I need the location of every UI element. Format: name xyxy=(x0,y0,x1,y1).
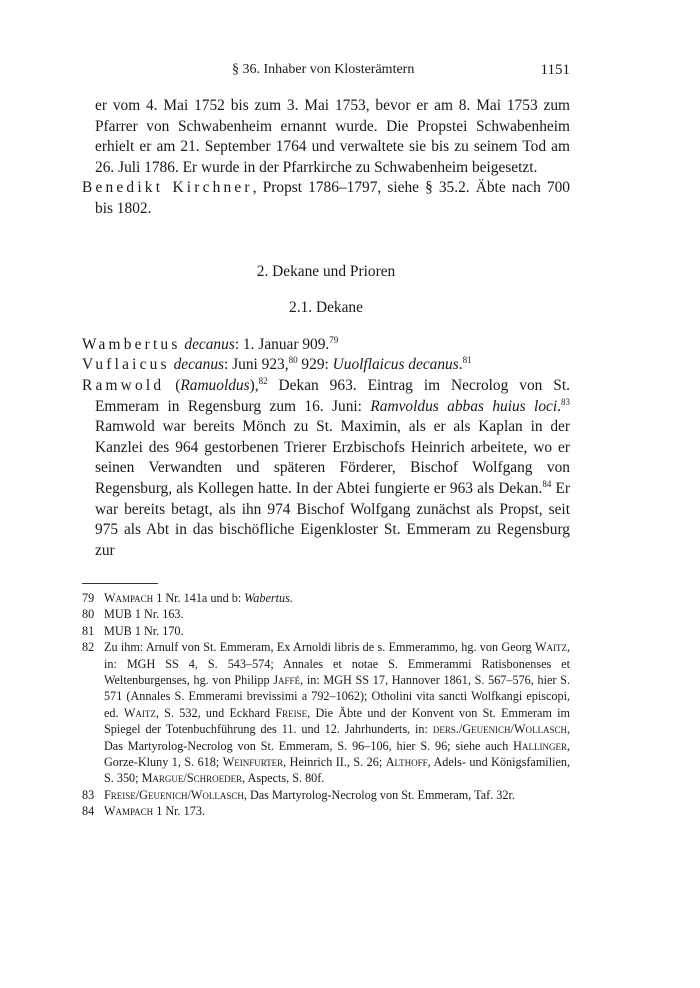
footnote-ref[interactable]: 82 xyxy=(258,375,268,386)
entry-kirchner xyxy=(82,178,570,219)
entry-text: ), xyxy=(249,376,259,394)
section-heading: 2. Dekane und Prioren xyxy=(256,262,396,280)
entry-text: Dekan 963. Eintrag im Necrolog von St. Emmeram in Regensburg zum 16. Juni: xyxy=(95,376,570,415)
entry-text: 929: xyxy=(297,356,333,374)
footnote-ref[interactable]: 84 xyxy=(542,478,552,489)
necrolog-quote: Ramvoldus abbas huius loci xyxy=(370,397,558,415)
footnote-text: , in: MGH SS 17, Hannover 1861, S. 567–576, hier S. 571 (Annales S. Emmerami brevissimi a 792–1062); Otholini vita sancti Wolfkangi episcopi, ed. xyxy=(104,673,570,720)
entry-text: ( xyxy=(164,376,181,394)
author-name: Hallinger xyxy=(513,738,567,753)
entry-wambertus xyxy=(82,335,570,356)
author-name: Wampach xyxy=(104,804,154,819)
footnote-ref[interactable]: 83 xyxy=(561,396,570,407)
entry-text: . xyxy=(557,397,561,415)
footnote-text: MUB 1 Nr. 170. xyxy=(104,623,184,638)
footnote-ref[interactable]: 81 xyxy=(462,355,472,366)
page-number: 1151 xyxy=(540,62,570,78)
footnote-84 xyxy=(82,803,570,819)
footnote-82 xyxy=(82,639,570,787)
entry-text: Ramwold war bereits Mönch zu St. Maximin, als er als Kaplan in der Kanzlei des 964 gestorbenen Trierer Erzbischofs Heinrich arbeitete, wo er seinen Verwandten und späteren Förderer, Bischof Wolfgang von Regensburg, als Kollegen hatte. In der Abtei fungierte er 963 als Dekan. xyxy=(95,418,570,497)
entry-text: Er war bereits betagt, als ihn 974 Bischof Wolfgang zunächst als Propst, seit 975 als Abt in das bischöfliche Eigenkloster St. Emmeram zu Regensburg zur xyxy=(95,479,571,559)
footnote-text: , Das Martyrolog-Necrolog von St. Emmeram, Taf. 32r. xyxy=(243,787,515,802)
person-name: Wambertus xyxy=(82,335,181,353)
author-name: Wampach xyxy=(104,591,154,605)
person-name: Vuflaicus xyxy=(82,356,170,374)
footnote-text: , Die Äbte und der Konvent von St. Emmeram im Spiegel der Totenbuchführung des 11. und 12. Jahrhunderts, in: xyxy=(104,705,570,737)
quoted-name: Wabertus. xyxy=(244,591,293,605)
footnote-text: 1 Nr. 173. xyxy=(153,804,205,819)
author-name: Althoff xyxy=(385,755,428,770)
author-name: Weinfurter xyxy=(222,755,284,770)
footnote-text: , Heinrich II., S. 26; xyxy=(283,755,386,770)
running-title: § 36. Inhaber von Klosterämtern xyxy=(232,62,415,77)
footnotes xyxy=(82,590,570,820)
entry-ramwold xyxy=(82,376,570,561)
footnote-number: 81 xyxy=(82,623,95,638)
author-name: Jaffé xyxy=(273,673,301,688)
footnote-ref[interactable]: 80 xyxy=(288,355,298,366)
footnote-ref[interactable]: 79 xyxy=(329,334,339,345)
footnote-text: 1 Nr. 141a und b: xyxy=(153,591,245,605)
author-name: Freise xyxy=(275,705,308,720)
footnote-81 xyxy=(82,623,570,639)
role: decanus xyxy=(184,335,235,353)
footnote-80 xyxy=(82,606,570,622)
author-name: Waitz xyxy=(534,640,567,655)
entry-text: . xyxy=(458,356,463,374)
footnote-text: , Gorze-Kluny 1, S. 618; xyxy=(104,738,570,770)
author-name: Waitz xyxy=(123,705,156,720)
author-name: ders./Geuenich/Wollasch xyxy=(432,722,567,737)
person-name: Ramwold xyxy=(82,376,165,394)
footnote-text: , Das Martyrolog-Necrolog von St. Emmeram, S. 96–106, hier S. 96; siehe auch xyxy=(104,722,570,753)
entry-vuflaicus xyxy=(82,355,570,376)
footnote-divider xyxy=(82,583,158,584)
author-name: Freise/Geuenich/Wollasch xyxy=(104,787,244,802)
footnote-number: 80 xyxy=(82,607,95,622)
footnote-text: , Aspects, S. 80f. xyxy=(242,771,325,786)
footnote-text: Zu ihm: Arnulf von St. Emmeram, Ex Arnoldi libris de s. Emmerammo, hg. von Georg xyxy=(104,640,535,655)
footnote-text: , in: MGH SS 4, S. 543–574; Annales et notae S. Emmerammi Ratisbonenses et Weltenburgenses, hg. von Philipp xyxy=(104,640,570,688)
footnote-text: MUB 1 Nr. 163. xyxy=(104,607,184,622)
author-name: Margue/Schroeder xyxy=(141,771,243,786)
footnote-number: 83 xyxy=(82,787,95,802)
footnote-number: 84 xyxy=(82,804,95,819)
continued-paragraph: er vom 4. Mai 1752 bis zum 3. Mai 1753, bevor er am 8. Mai 1753 zum Pfarrer von Schwabenheim ernannt wurde. Die Propstei Schwabenheim erhielt er am 21. September 1764 und verwaltete sie bis zu seinem Tod am 26. Juli 1786. Er wurde in der Pfarrkirche zu Schwabenheim beigesetzt. xyxy=(95,97,570,176)
footnote-79 xyxy=(82,590,570,606)
footnote-text: , Adels- und Königsfamilien, S. 350; xyxy=(104,755,571,786)
entry-text: , Propst 1786–1797, siehe § 35.2. Äbte nach 700 bis 1802. xyxy=(95,179,570,217)
subsection-heading: 2.1. Dekane xyxy=(289,299,363,317)
footnote-83 xyxy=(82,787,570,803)
footnote-text: , S. 532, und Eckhard xyxy=(155,705,276,720)
alternate-name: Ramuoldus xyxy=(180,376,250,394)
main-text xyxy=(82,96,570,561)
footnote-number: 82 xyxy=(82,640,95,655)
person-name: Benedikt Kirchner xyxy=(82,179,253,197)
quoted-name: Uuolflaicus decanus xyxy=(332,356,459,374)
running-header xyxy=(82,62,570,82)
entry-text: : Juni 923, xyxy=(224,356,289,374)
entry-text: : 1. Januar 909. xyxy=(234,335,330,353)
role: decanus xyxy=(173,356,225,374)
footnote-number: 79 xyxy=(82,591,95,605)
